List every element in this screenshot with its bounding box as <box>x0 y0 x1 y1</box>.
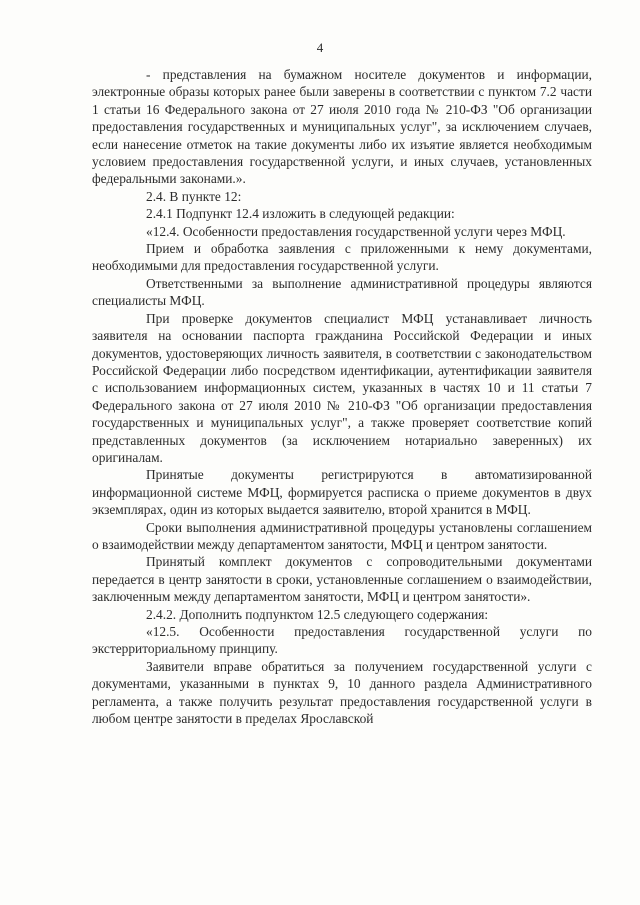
page-number: 4 <box>316 40 324 55</box>
paragraph-12-5-heading: «12.5. Особенности предоставления государственной услуги по экстерриториальному принципу. <box>92 624 592 657</box>
paragraph-2-4-1: 2.4.1 Подпункт 12.4 изложить в следующей редакции: <box>146 206 455 222</box>
paragraph-doc-representation: - представления на бумажном носителе документов и информации, электронные образы которых ранее были заверены в соответствии с пунктом 7.2 части 1 статьи 16 Федерального закона от 27 июля 2010 года № 210-ФЗ "Об организации предоставления государственных и муниципальных услуг", за исключением случаев, если нанесение отметок на такие документы либо их изъятие является необходимым условием предоставления государственной услуги, и иных случаев, установленных федеральными законами.». <box>92 67 592 187</box>
paragraph-applicants-right: Заявители вправе обратиться за получением государственной услуги с документами, указанными в пунктах 9, 10 данного раздела Административного регламента, а также получить результат предоставления государственной услуги в любом центре занятости в пределах Ярославской <box>92 658 592 727</box>
paragraph-identity-check: При проверке документов специалист МФЦ устанавливает личность заявителя на основании паспорта гражданина Российской Федерации и иных документов, удостоверяющих личность заявителя, в соответствии с законодательством Российской Федерации либо посредством идентификации, аутентификации заявителя с использованием информационных систем, указанных в частях 10 и 11 статьи 7 Федерального закона от 27 июля 2010 № 210-ФЗ "Об организации предоставления государственных и муниципальных услуг", а также проверяет соответствие копий представленных документов (за исключением нотариально заверенных) их оригиналам. <box>92 310 592 465</box>
paragraph-deadlines: Сроки выполнения административной процедуры установлены соглашением о взаимодействии между департаментом занятости, МФЦ и центром занятости. <box>92 519 592 552</box>
paragraph-transfer: Принятый комплект документов с сопроводительными документами передается в центр занятости в сроки, установленные соглашением о взаимодействии, заключенным между департаментом занятости, МФЦ и центром занятости». <box>92 554 592 605</box>
paragraph-12-4-heading: «12.4. Особенности предоставления государственной услуги через МФЦ. <box>146 223 566 239</box>
paragraph-responsible: Ответственными за выполнение административной процедуры являются специалисты МФЦ. <box>92 275 592 309</box>
paragraph-reception: Прием и обработка заявления с приложенными к нему документами, необходимыми для предоставления государственной услуги. <box>92 241 592 274</box>
paragraph-registration: Принятые документы регистрируются в автоматизированной информационной системе МФЦ, формируется расписка о приеме документов в двух экземплярах, один из которых выдается заявителю, второй хранится в МФЦ. <box>92 467 592 518</box>
paragraph-2-4: 2.4. В пункте 12: <box>146 188 242 204</box>
document-body <box>92 66 592 727</box>
paragraph-2-4-2: 2.4.2. Дополнить подпунктом 12.5 следующего содержания: <box>146 606 489 622</box>
